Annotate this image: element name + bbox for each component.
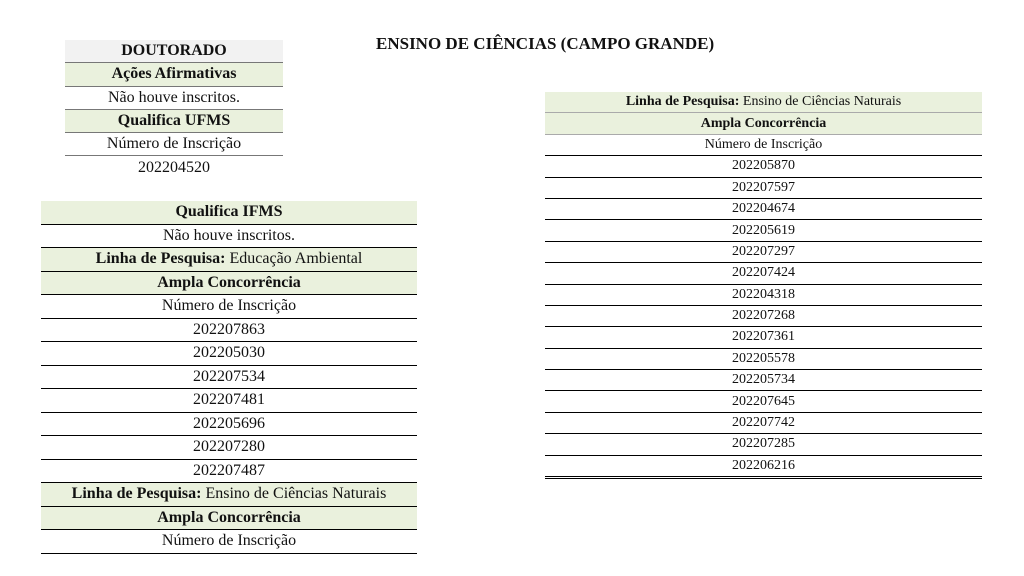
inscricao-number: 202207645: [545, 391, 982, 412]
page-title: ENSINO DE CIÊNCIAS (CAMPO GRANDE): [376, 34, 715, 53]
inscricao-number: 202207424: [545, 263, 982, 284]
ampla-concorrencia-header: Ampla Concorrência: [41, 271, 417, 295]
inscricao-number: 202207280: [41, 436, 417, 460]
ifms-table: [41, 201, 417, 554]
inscricao-number: 202205870: [545, 156, 982, 177]
linha-pesquisa-educacao: [41, 248, 417, 272]
inscricao-number: 202207597: [545, 177, 982, 198]
inscricao-number: 202205696: [41, 412, 417, 436]
inscricao-number: 202205619: [545, 220, 982, 241]
doutorado-heading: DOUTORADO: [65, 40, 283, 63]
numero-inscricao-header: Número de Inscrição: [41, 530, 417, 554]
inscricao-number: 202206216: [545, 455, 982, 477]
linha-pesquisa-label: Linha de Pesquisa:: [95, 250, 226, 268]
inscricao-number: 202207863: [41, 318, 417, 342]
inscricao-number: 202207534: [41, 365, 417, 389]
inscricao-number: 202205030: [41, 342, 417, 366]
linha-pesquisa-value: Educação Ambiental: [225, 250, 363, 268]
linha-pesquisa-ciencias: [41, 483, 417, 507]
linha-pesquisa-label: Linha de Pesquisa:: [625, 94, 740, 110]
ciencias-naturais-table: [545, 92, 982, 479]
inscricao-number: 202204674: [545, 198, 982, 219]
qualifica-ufms-header: Qualifica UFMS: [65, 109, 283, 132]
doutorado-table: [65, 40, 283, 179]
inscricao-number: 202207487: [41, 459, 417, 483]
linha-pesquisa-ciencias: [545, 92, 982, 113]
inscricao-number: 202205734: [545, 370, 982, 391]
inscricao-number: 202204520: [138, 158, 210, 176]
ampla-concorrencia-header: Ampla Concorrência: [41, 506, 417, 530]
inscricao-number: 202207481: [41, 389, 417, 413]
inscricao-number: 202207297: [545, 241, 982, 262]
inscricao-number: 202207268: [545, 305, 982, 326]
ampla-concorrencia-header: Ampla Concorrência: [545, 113, 982, 134]
linha-pesquisa-value: Ensino de Ciências Naturais: [739, 94, 902, 110]
inscricao-number: 202205578: [545, 348, 982, 369]
inscricao-number: 202204318: [545, 284, 982, 305]
numero-inscricao-header: Número de Inscrição: [545, 134, 982, 155]
numero-inscricao-header: Número de Inscrição: [65, 133, 283, 156]
numero-inscricao-header: Número de Inscrição: [41, 295, 417, 319]
linha-pesquisa-value: Ensino de Ciências Naturais: [201, 485, 387, 503]
acoes-afirmativas-header: Ações Afirmativas: [65, 63, 283, 86]
inscricao-number: 202207361: [545, 327, 982, 348]
acoes-afirmativas-value: Não houve inscritos.: [65, 86, 283, 109]
qualifica-ifms-value: Não houve inscritos.: [41, 224, 417, 248]
inscricao-number: 202207742: [545, 412, 982, 433]
linha-pesquisa-label: Linha de Pesquisa:: [71, 485, 202, 503]
inscricao-number: 202207285: [545, 434, 982, 455]
qualifica-ifms-header: Qualifica IFMS: [41, 201, 417, 224]
